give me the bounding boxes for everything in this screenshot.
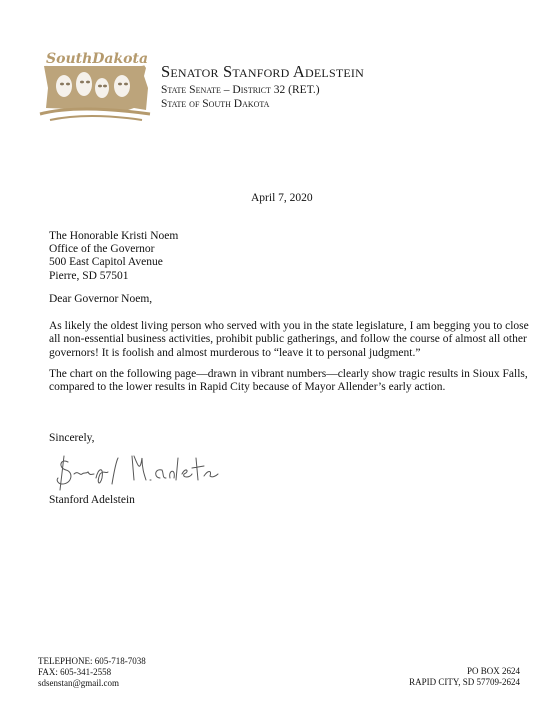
district-line: State Senate – District 32 (RET.)	[161, 84, 320, 96]
telephone: TELEPHONE: 605-718-7038	[38, 656, 146, 666]
body-paragraph: As likely the oldest living person who served with you in the state legislature, I am begging you to close all non-essential business activities, prohibit public gatherings, and follow the course of almost all other governors! It is foolish and almost murderous to “leave it to personal judgment.”	[49, 320, 529, 359]
letter-date: April 7, 2020	[251, 192, 313, 204]
logo-script-text: SouthDakota	[46, 51, 149, 67]
city-line: RAPID CITY, SD 57709-2624	[409, 677, 520, 688]
letterhead	[161, 62, 364, 110]
senator-name: Senator Stanford Adelstein	[161, 62, 364, 81]
address-line: 500 East Capitol Avenue	[49, 256, 163, 269]
body-paragraph: The chart on the following page—drawn in vibrant numbers—clearly show tragic results in Sioux Falls, compared to the lower results in Rapid City because of Mayor Allender’s early action.	[49, 368, 528, 394]
address-line: Office of the Governor	[49, 243, 155, 256]
contact-info	[38, 656, 146, 690]
address-line: The Honorable Kristi Noem	[49, 230, 179, 242]
email: sdsenstan@gmail.com	[38, 678, 120, 689]
mailing-address	[409, 666, 520, 688]
address-line: Pierre, SD 57501	[49, 269, 129, 282]
salutation: Dear Governor Noem,	[49, 293, 153, 305]
south-dakota-logo	[38, 48, 152, 122]
state-line: State of South Dakota	[161, 98, 270, 110]
recipient-address	[49, 230, 178, 283]
po-box: PO BOX 2624	[466, 666, 520, 676]
closing: Sincerely,	[49, 432, 95, 444]
handwritten-signature	[54, 444, 224, 492]
signer-name: Stanford Adelstein	[49, 494, 135, 506]
fax: FAX: 605-341-2558	[38, 667, 112, 678]
